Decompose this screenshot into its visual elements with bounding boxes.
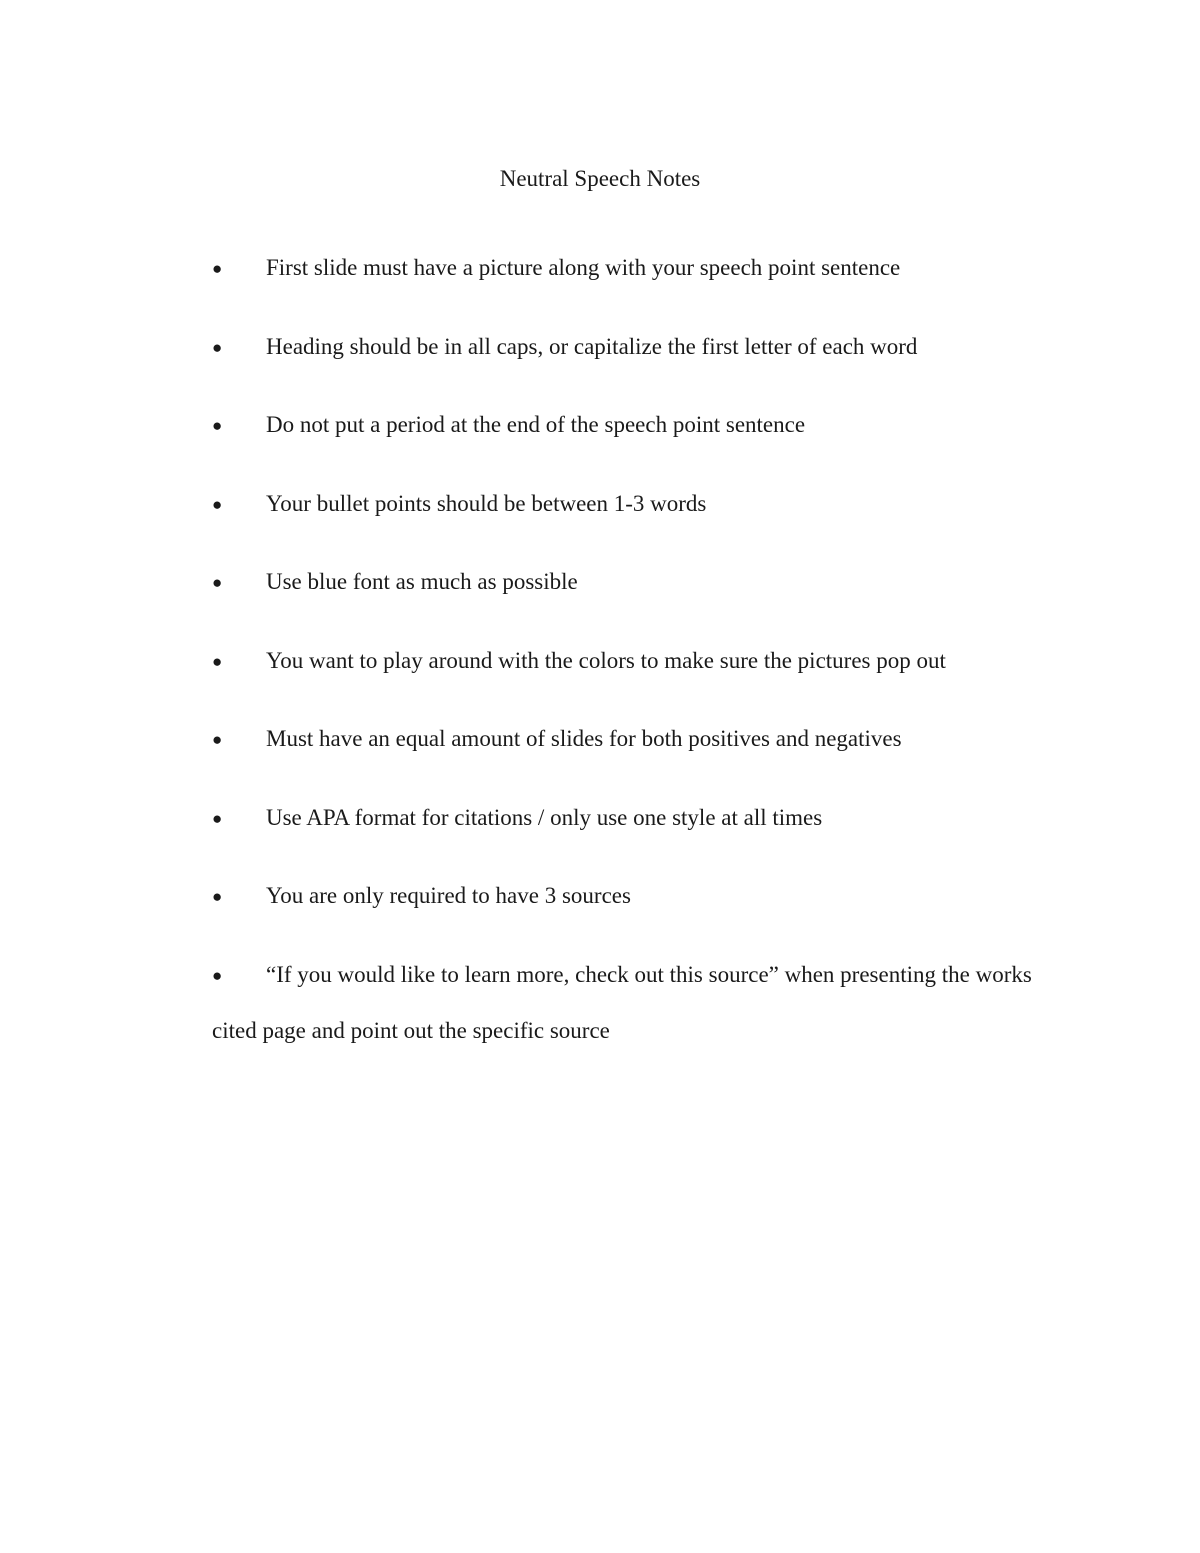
list-item-text: Use APA format for citations / only use one style at all times xyxy=(266,804,823,830)
list-item xyxy=(212,476,1062,532)
list-item-text: Heading should be in all caps, or capitalize the first letter of each word xyxy=(266,333,918,359)
list-item-text: Your bullet points should be between 1-3 words xyxy=(266,490,707,516)
bullet-icon: ● xyxy=(212,494,223,514)
list-item-text: “If you would like to learn more, check out this source” when presenting the works cited page and point out the specific source xyxy=(212,961,1032,1043)
list-item xyxy=(212,711,1062,767)
list-item-text: You want to play around with the colors to make sure the pictures pop out xyxy=(266,647,946,673)
list-item xyxy=(212,397,1062,453)
list-item xyxy=(212,319,1062,375)
list-item-text: Must have an equal amount of slides for both positives and negatives xyxy=(266,726,902,751)
bullet-icon: ● xyxy=(212,416,223,435)
list-item xyxy=(212,868,1062,924)
bullet-icon: ● xyxy=(212,887,223,906)
list-item-text: Do not put a period at the end of the speech point sentence xyxy=(266,412,806,437)
bullet-icon: ● xyxy=(212,965,223,985)
list-item xyxy=(212,633,1062,689)
list-item xyxy=(212,554,1062,610)
bullet-icon: ● xyxy=(212,730,223,749)
bullet-icon: ● xyxy=(212,337,223,357)
list-item-text: Use blue font as much as possible xyxy=(266,569,578,594)
bullet-icon: ● xyxy=(212,651,223,671)
list-item-text: You are only required to have 3 sources xyxy=(266,883,631,908)
list-item xyxy=(212,947,1062,1058)
list-item-text: First slide must have a picture along with your speech point sentence xyxy=(266,255,901,280)
bullet-icon: ● xyxy=(212,573,223,592)
list-item xyxy=(212,240,1062,296)
bullet-icon: ● xyxy=(212,808,223,828)
notes-list xyxy=(212,240,1062,1058)
document-title: Neutral Speech Notes xyxy=(499,166,701,191)
bullet-icon: ● xyxy=(212,259,223,278)
list-item xyxy=(212,790,1062,846)
